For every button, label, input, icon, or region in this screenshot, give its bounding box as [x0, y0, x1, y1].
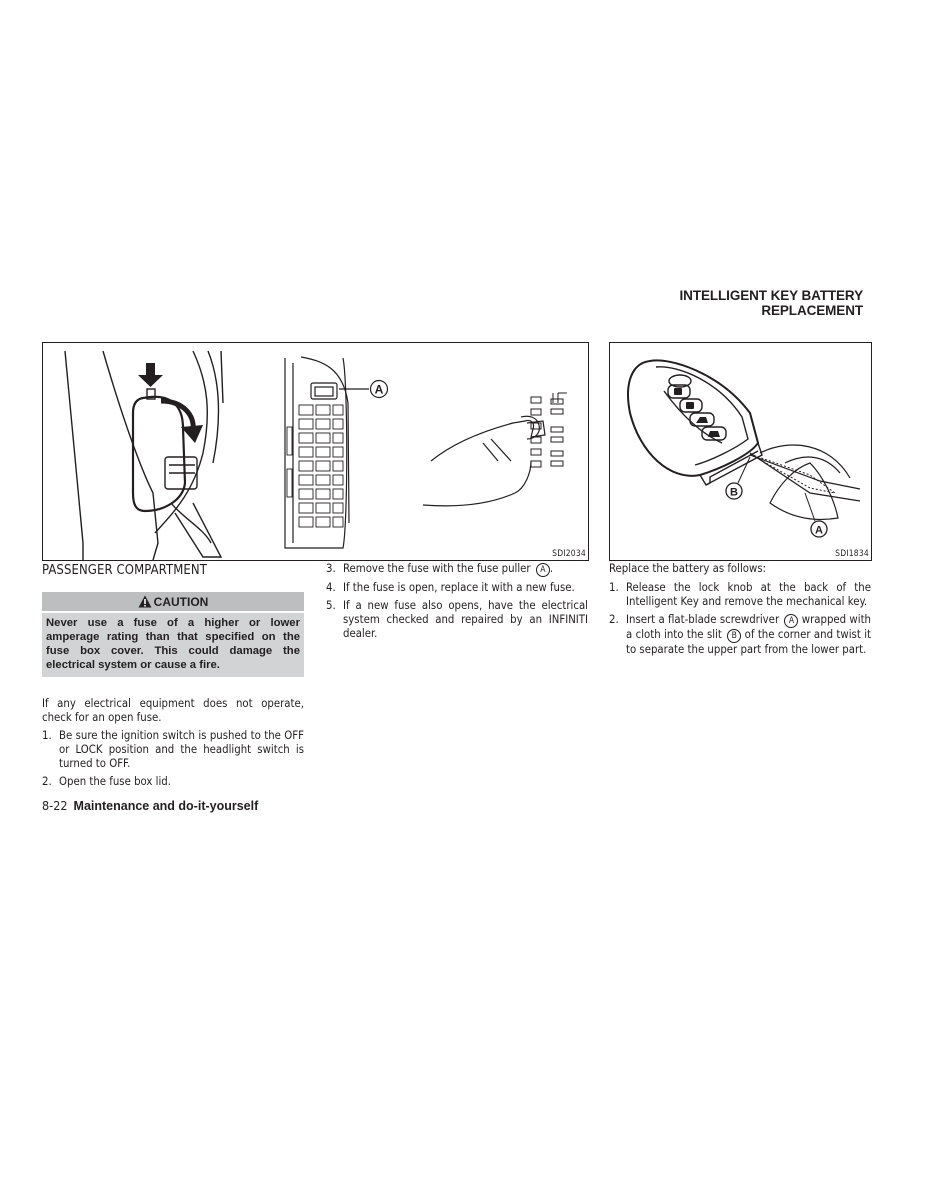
caution-text: Never use a fuse of a higher or lower amperage rating than that specified on the fuse box cover. This could damage the electrical system or cause a fire.	[42, 613, 304, 677]
list-item: 5. If a new fuse also opens, have the electrical system checked and repaired by an INFINITI dealer.	[326, 599, 588, 640]
warning-icon	[138, 595, 152, 608]
list-item: 4. If the fuse is open, replace it with a new fuse.	[326, 581, 575, 594]
svg-text:A: A	[815, 524, 823, 537]
list-item: 1. Be sure the ignition switch is pushed to the OFF or LOCK position and the headlight switch is turned to OFF.	[42, 729, 304, 770]
svg-text:A: A	[374, 382, 384, 397]
fuse-box-figure	[42, 342, 589, 561]
figure-code: SDI2034	[552, 549, 586, 559]
passenger-steps	[42, 729, 304, 793]
figure-code: SDI1834	[835, 549, 869, 559]
callout-a: A	[536, 563, 550, 577]
list-item: 2. Open the fuse box lid.	[42, 775, 171, 788]
caution-label: CAUTION	[153, 594, 209, 609]
list-item: 3. Remove the fuse with the fuse puller A .	[326, 562, 554, 575]
battery-intro: Replace the battery as follows:	[609, 562, 767, 575]
callout-b: B	[727, 629, 741, 643]
intelligent-key-illustration	[610, 343, 871, 560]
page-footer	[42, 798, 258, 813]
fuse-box-illustration	[43, 343, 588, 560]
caution-header	[42, 592, 304, 611]
chapter-title: Maintenance and do-it-yourself	[73, 799, 259, 813]
svg-text:B: B	[730, 486, 738, 499]
list-item: 1. Release the lock knob at the back of the Intelligent Key and remove the mechanical key.	[609, 581, 871, 608]
page-number: 8-22	[42, 798, 68, 813]
intelligent-key-figure	[609, 342, 872, 561]
battery-steps	[609, 581, 871, 661]
section-heading: INTELLIGENT KEY BATTERY REPLACEMENT	[679, 288, 863, 318]
intro-paragraph: If any electrical equipment does not operate, check for an open fuse.	[42, 697, 304, 724]
list-item: 2. Insert a flat-blade screwdriver A wrapped with a cloth into the slit B of the corner and twist it to separate the upper part from the lower part.	[609, 613, 872, 656]
passenger-compartment-heading: PASSENGER COMPARTMENT	[42, 563, 207, 578]
fuse-steps	[326, 562, 588, 645]
callout-a: A	[784, 614, 798, 628]
